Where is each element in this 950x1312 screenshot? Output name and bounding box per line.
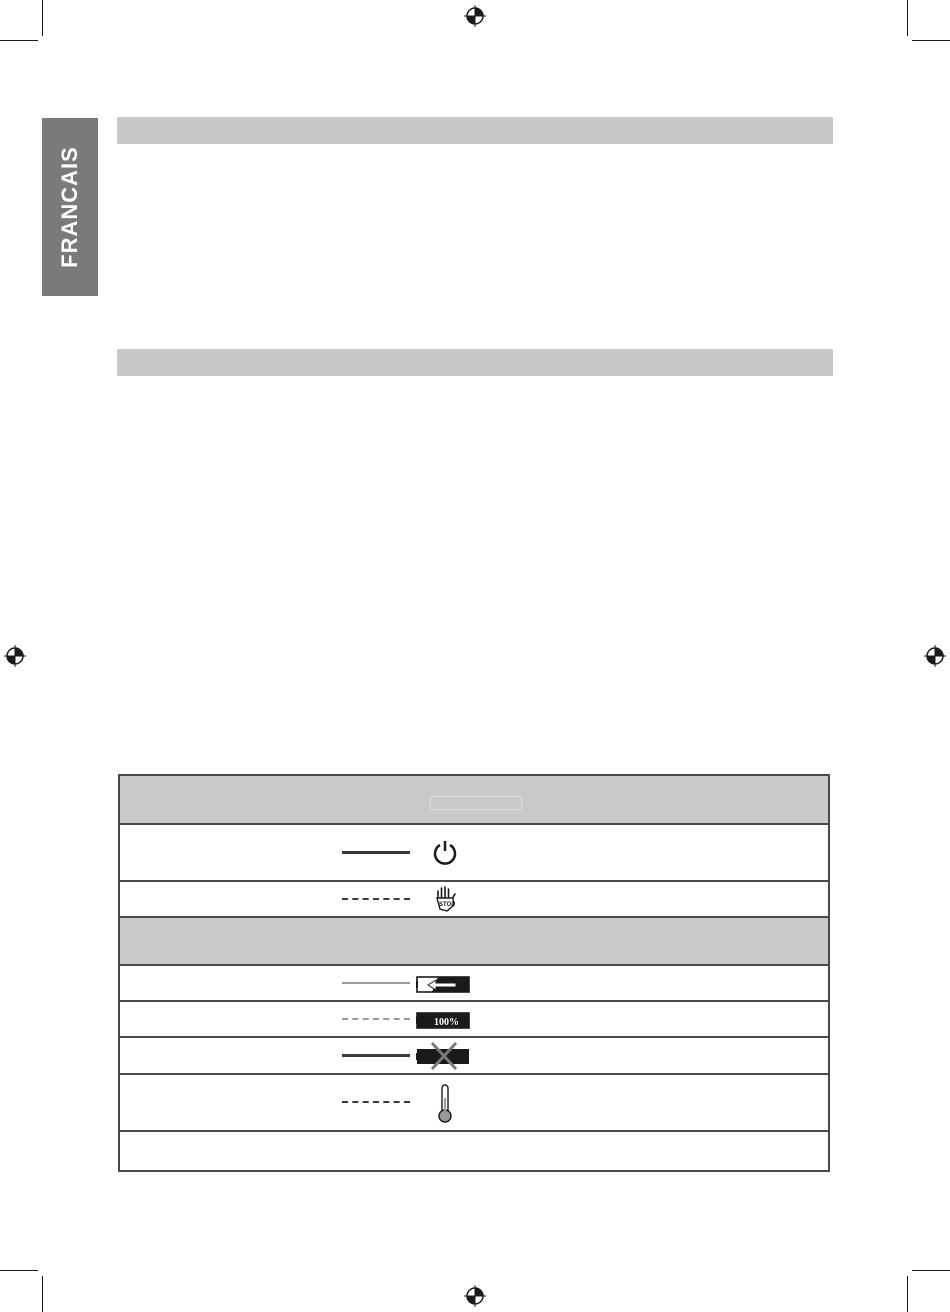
solid-line-indicator xyxy=(342,1054,410,1057)
registration-mark-icon xyxy=(464,1285,486,1307)
table-section-row xyxy=(120,918,828,966)
table-row xyxy=(120,1132,828,1170)
registration-mark-icon xyxy=(4,645,26,667)
stop-label: STOP xyxy=(439,902,456,908)
power-icon xyxy=(432,839,458,867)
language-tab xyxy=(42,118,98,296)
registration-mark-icon xyxy=(464,5,486,27)
thermometer-icon xyxy=(437,1084,453,1124)
section-header-bar xyxy=(117,117,833,144)
table-header-row xyxy=(120,776,828,825)
header-placeholder xyxy=(430,796,522,810)
crop-mark xyxy=(42,1276,43,1312)
section-header-bar xyxy=(117,349,833,376)
crop-mark xyxy=(912,40,950,41)
table-row xyxy=(120,1075,828,1132)
indicator-table xyxy=(118,774,830,1172)
crop-mark xyxy=(907,0,908,36)
table-row xyxy=(120,1038,828,1075)
crop-mark xyxy=(42,0,43,36)
full-charge-label: 100% xyxy=(434,1017,459,1028)
crop-mark xyxy=(907,1276,908,1312)
crop-mark xyxy=(0,40,38,41)
solid-line-indicator xyxy=(342,851,410,854)
dashed-line-indicator xyxy=(342,1018,410,1020)
crop-mark xyxy=(0,1270,38,1271)
table-row xyxy=(120,966,828,1002)
table-row xyxy=(120,1002,828,1038)
battery-full-icon xyxy=(416,1011,472,1030)
battery-error-icon xyxy=(416,1042,472,1070)
registration-mark-icon xyxy=(924,645,946,667)
language-tab-label: FRANCAIS xyxy=(57,146,83,268)
table-row xyxy=(120,825,828,882)
battery-charging-icon xyxy=(416,975,472,994)
crop-mark xyxy=(912,1270,950,1271)
table-row xyxy=(120,882,828,918)
solid-line-indicator xyxy=(342,982,410,984)
stop-hand-icon xyxy=(434,885,458,913)
dashed-line-indicator xyxy=(342,898,410,900)
dashed-line-indicator xyxy=(342,1101,410,1103)
